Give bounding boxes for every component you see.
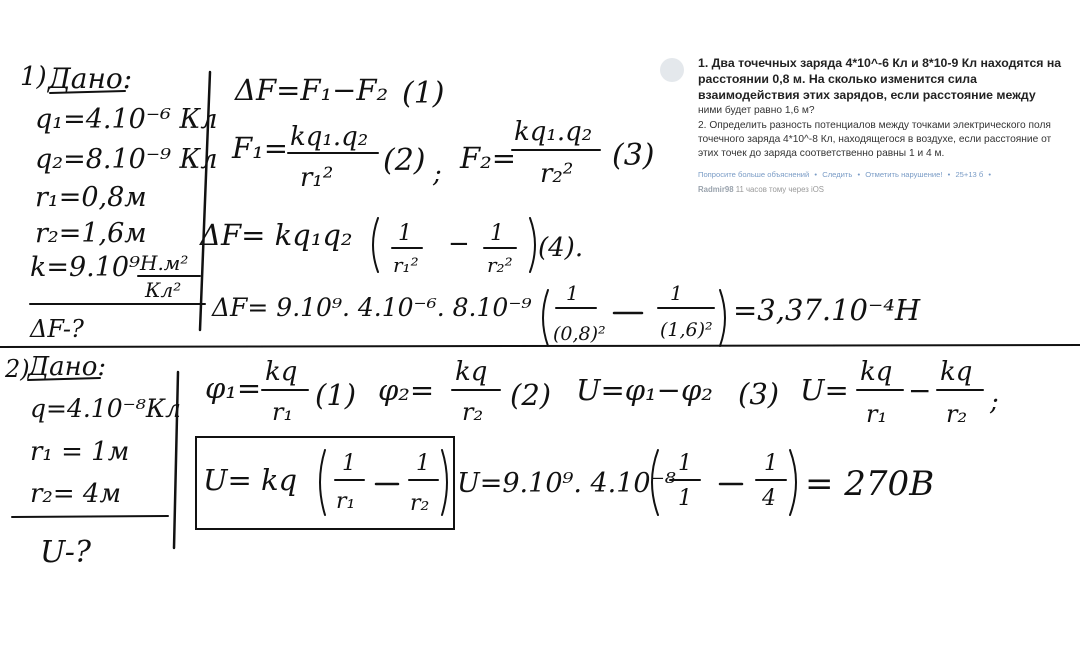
boxed-lhs: U= kq: [203, 463, 298, 497]
calc1-denominator-a: (0,8)²: [553, 323, 606, 345]
problem-2-number: 2): [5, 355, 30, 383]
separator-semicolon: ;: [433, 159, 442, 189]
f1-denominator: r₁²: [300, 163, 334, 193]
given-r1-2: r₁ = 1м: [30, 437, 130, 467]
question-card: [660, 55, 1070, 194]
bullet-separator: •: [988, 170, 992, 179]
u-difference: U=φ₁−φ₂: [576, 373, 713, 407]
eq4-numerator-one-b: 1: [490, 221, 504, 246]
boxed-denominator-a: r₁: [336, 489, 356, 514]
eq4-denominator-b: r₂²: [487, 253, 513, 277]
eq1-tag: (1): [402, 76, 445, 111]
points-badge: 25+13 б: [955, 170, 984, 179]
calc1-one-b: 1: [670, 281, 683, 305]
calc2-right-paren: [790, 450, 796, 515]
f1-lhs: F₁=: [232, 131, 289, 165]
author-username[interactable]: Radmir98: [698, 185, 734, 194]
problem-2-given-heading: Дано:: [28, 352, 107, 382]
eq4-left-paren: [373, 218, 378, 272]
problem-1-given-heading: Дано:: [48, 62, 133, 95]
bullet-separator: •: [857, 170, 861, 179]
given-q1: q₁=4.10⁻⁶ Кл: [35, 104, 218, 135]
posted-time: 11 часов тому через iOS: [735, 185, 824, 194]
calc2-lhs: U=9.10⁹. 4.10⁻⁸: [457, 468, 676, 499]
eq4-denominator-a: r₁²: [393, 253, 419, 277]
task-1-text: 1. Два точечных заряда 4*10^-6 Кл и 8*10-9 Кл находятся на расстоянии 0,8 м. На сколько изменится сила взаимодействия этих зарядов, если расстояние между: [698, 56, 1062, 102]
u-def-denominator-a: r₁: [866, 400, 888, 428]
question-meta: [698, 185, 1070, 194]
f1-numerator: kq₁.q₂: [290, 122, 369, 152]
calc1-right-paren: [720, 290, 725, 346]
eq4-right-paren: [530, 218, 535, 272]
boxed-denominator-b: r₂: [410, 491, 430, 516]
ask-more-explanations-link[interactable]: Попросите больше объяснений: [698, 170, 810, 179]
boxed-one-b: 1: [416, 451, 430, 476]
report-violation-link[interactable]: Отметить нарушение!: [865, 170, 943, 179]
given-2-separator-line: [12, 516, 168, 517]
u-difference-tag: (3): [738, 377, 780, 411]
u-definition-lhs: U=: [800, 373, 849, 407]
follow-link[interactable]: Следить: [822, 170, 853, 179]
f2-numerator: kq₁.q₂: [514, 117, 593, 147]
problem-2-result: = 270В: [805, 464, 935, 504]
given-r1: r₁=0,8м: [35, 182, 147, 213]
problem-1-result: =3,37.10⁻⁴Н: [733, 293, 921, 327]
phi1-lhs: φ₁=: [205, 371, 262, 405]
eq4-minus: −: [448, 229, 470, 259]
find-delta-f: ΔF-?: [30, 315, 84, 343]
problems-separator-line: [0, 345, 1080, 347]
eq3-tag: (3): [612, 138, 655, 173]
calc2-denominator-b: 4: [762, 486, 776, 511]
given-r2: r₂=1,6м: [35, 218, 147, 249]
k-unit-denominator: Кл²: [145, 278, 182, 302]
phi2-denominator: r₂: [462, 398, 484, 426]
boxed-right-paren: [442, 450, 447, 515]
task-2-text: 2. Определить разность потенциалов между точками электрического поля точечного заряда 4*10^-8 Кл, находящегося в воздухе, если расстояние от этих точек до заряда соответственно равны 1 и 4 м.: [698, 120, 1052, 159]
f2-lhs: F₂=: [460, 141, 517, 175]
user-avatar: [660, 58, 684, 82]
calc2-one-a: 1: [678, 451, 692, 476]
u-def-numerator-a: kq: [860, 357, 893, 387]
given-k: k=9.10⁹: [30, 252, 140, 283]
phi2-lhs: φ₂=: [378, 373, 435, 407]
f2-denominator: r₂²: [540, 159, 574, 189]
given-r2-2: r₂= 4м: [30, 479, 121, 509]
problem-1-number: 1): [20, 62, 47, 92]
find-u: U-?: [40, 535, 91, 570]
calc2-one-b: 1: [764, 451, 778, 476]
boxed-left-paren: [320, 450, 325, 515]
calc1-lhs: ΔF= 9.10⁹. 4.10⁻⁶. 8.10⁻⁹: [212, 293, 532, 322]
given-q2: q₂=8.10⁻⁹ Кл: [35, 144, 218, 175]
eq4-numerator-one-a: 1: [398, 221, 412, 246]
question-actions: [698, 170, 1070, 179]
phi2-numerator: kq: [455, 357, 488, 387]
calc1-denominator-b: (1,6)²: [660, 319, 713, 341]
phi1-denominator: r₁: [272, 398, 294, 426]
task-1-continuation: ними будет равно 1,6 м?: [698, 105, 815, 116]
k-unit-numerator: Н.м²: [140, 251, 189, 275]
u-def-semicolon: ;: [990, 387, 999, 417]
u-def-numerator-b: kq: [940, 357, 973, 387]
question-body: [698, 55, 1070, 194]
calc1-one-a: 1: [566, 281, 579, 305]
calc1-left-paren: [543, 290, 548, 346]
eq4-tag: (4).: [538, 233, 584, 263]
boxed-one-a: 1: [342, 451, 356, 476]
phi2-tag: (2): [510, 378, 552, 412]
phi1-tag: (1): [315, 378, 357, 412]
calc2-denominator-a: 1: [678, 486, 692, 511]
eq2-tag: (2): [383, 143, 426, 178]
eq4-lhs: ΔF= kq₁q₂: [200, 218, 353, 252]
bullet-separator: •: [814, 170, 818, 179]
eq1-delta-f: ΔF=F₁−F₂: [235, 73, 389, 107]
given-q: q=4.10⁻⁸Кл: [30, 394, 182, 423]
u-def-denominator-b: r₂: [946, 400, 968, 428]
bullet-separator: •: [947, 170, 951, 179]
u-def-minus: −: [908, 374, 932, 407]
phi1-numerator: kq: [265, 357, 298, 387]
